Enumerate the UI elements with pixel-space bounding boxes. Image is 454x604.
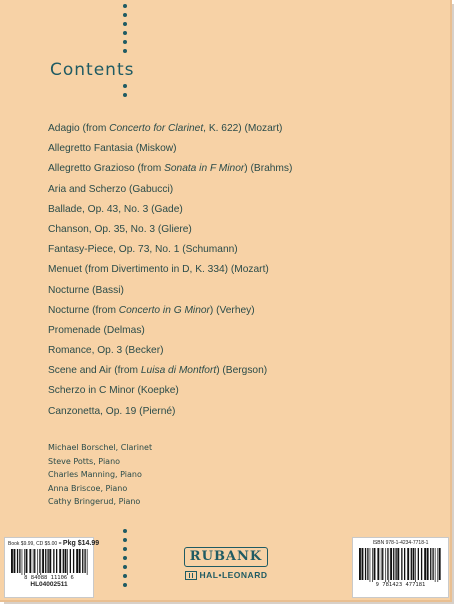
price-label [5,538,100,547]
contents-entry [48,281,438,301]
contents-entry [48,361,438,381]
isbn-barcode-box [352,537,449,598]
decorative-dots-mid [123,84,128,102]
decorative-dots-bottom [123,529,128,592]
entry-text: Nocturne (from [48,304,119,316]
contents-entry [48,381,438,401]
hal-leonard-logo: HAL•LEONARD [199,570,268,580]
entry-text: Chanson, Op. 35, No. 3 (Gliere) [48,223,192,235]
isbn-barcode [359,548,443,582]
performer-credit: Steve Potts, Piano [48,456,121,466]
contents-entry [48,139,438,159]
contents-entry [48,220,438,240]
entry-text-after: ) (Bergson) [216,365,268,377]
contents-entry [48,301,438,321]
isbn-label: ISBN 978-1-4234-7718-1 [372,540,429,546]
performer-credit: Cathy Bringerud, Piano [48,497,141,507]
entry-italic-title: Concerto in G Minor [118,304,210,316]
entry-text-after: ) (Brahms) [244,163,293,175]
performer-credit: Charles Manning, Piano [48,470,142,480]
entry-text: Aria and Scherzo (Gabucci) [48,183,174,195]
isbn-number: 9 781423 477181 [375,582,426,588]
contents-entry [48,240,438,260]
contents-entry [48,180,438,200]
decorative-dots-top [123,4,128,58]
contents-entry [48,260,438,280]
performer-credit: Anna Briscoe, Piano [48,483,128,493]
entry-text: Scene and Air (from [48,365,141,377]
publisher-logo [174,547,278,580]
hl-item-code: HL04002511 [30,581,68,588]
performers-list [48,441,152,509]
entry-text-after: , K. 622) (Mozart) [203,123,283,134]
upc-number: 8 84088 11106 6 [24,575,74,581]
entry-text-after: ) (Verhey) [209,304,255,316]
entry-text: Promenade (Delmas) [48,324,145,336]
entry-italic-title: Sonata in F Minor [164,163,245,175]
entry-text: Ballade, Op. 43, No. 3 (Gade) [48,203,183,215]
entry-italic-title: Luisa di Montfort [140,365,217,377]
performer-credit: Michael Borschel, Clarinet [48,443,153,452]
price-barcode-box [4,537,100,598]
contents-entry [48,159,438,179]
contents-list [48,119,438,422]
contents-entry [48,119,438,139]
contents-entry [48,341,438,361]
entry-text: Fantasy-Piece, Op. 73, No. 1 (Schumann) [48,244,238,256]
contents-heading: Contents [50,60,135,80]
hal-leonard-icon [185,571,197,580]
entry-text: Allegretto Grazioso (from [48,163,165,175]
entry-text: Canzonetta, Op. 19 (Pierné) [48,405,176,417]
entry-italic-title: Concerto for Clarinet [109,123,204,134]
rubank-logo: RUBANK [184,547,268,567]
entry-text: Nocturne (Bassi) [48,284,124,296]
entry-text: Menuet (from Divertimento in D, K. 334) (Mozart) [48,264,269,276]
entry-text: Romance, Op. 3 (Becker) [48,345,164,357]
contents-entry [48,321,438,341]
entry-text: Allegretto Fantasia (Miskow) [48,143,177,155]
contents-entry [48,402,438,422]
upc-barcode [11,549,89,575]
entry-text: Adagio (from [48,123,110,134]
entry-text: Scherzo in C Minor (Koepke) [48,385,179,397]
contents-entry [48,200,438,220]
price-book-cd: Book $9.99, CD $5.00 = [8,541,63,547]
price-pkg: Pkg $14.99 [62,540,100,547]
